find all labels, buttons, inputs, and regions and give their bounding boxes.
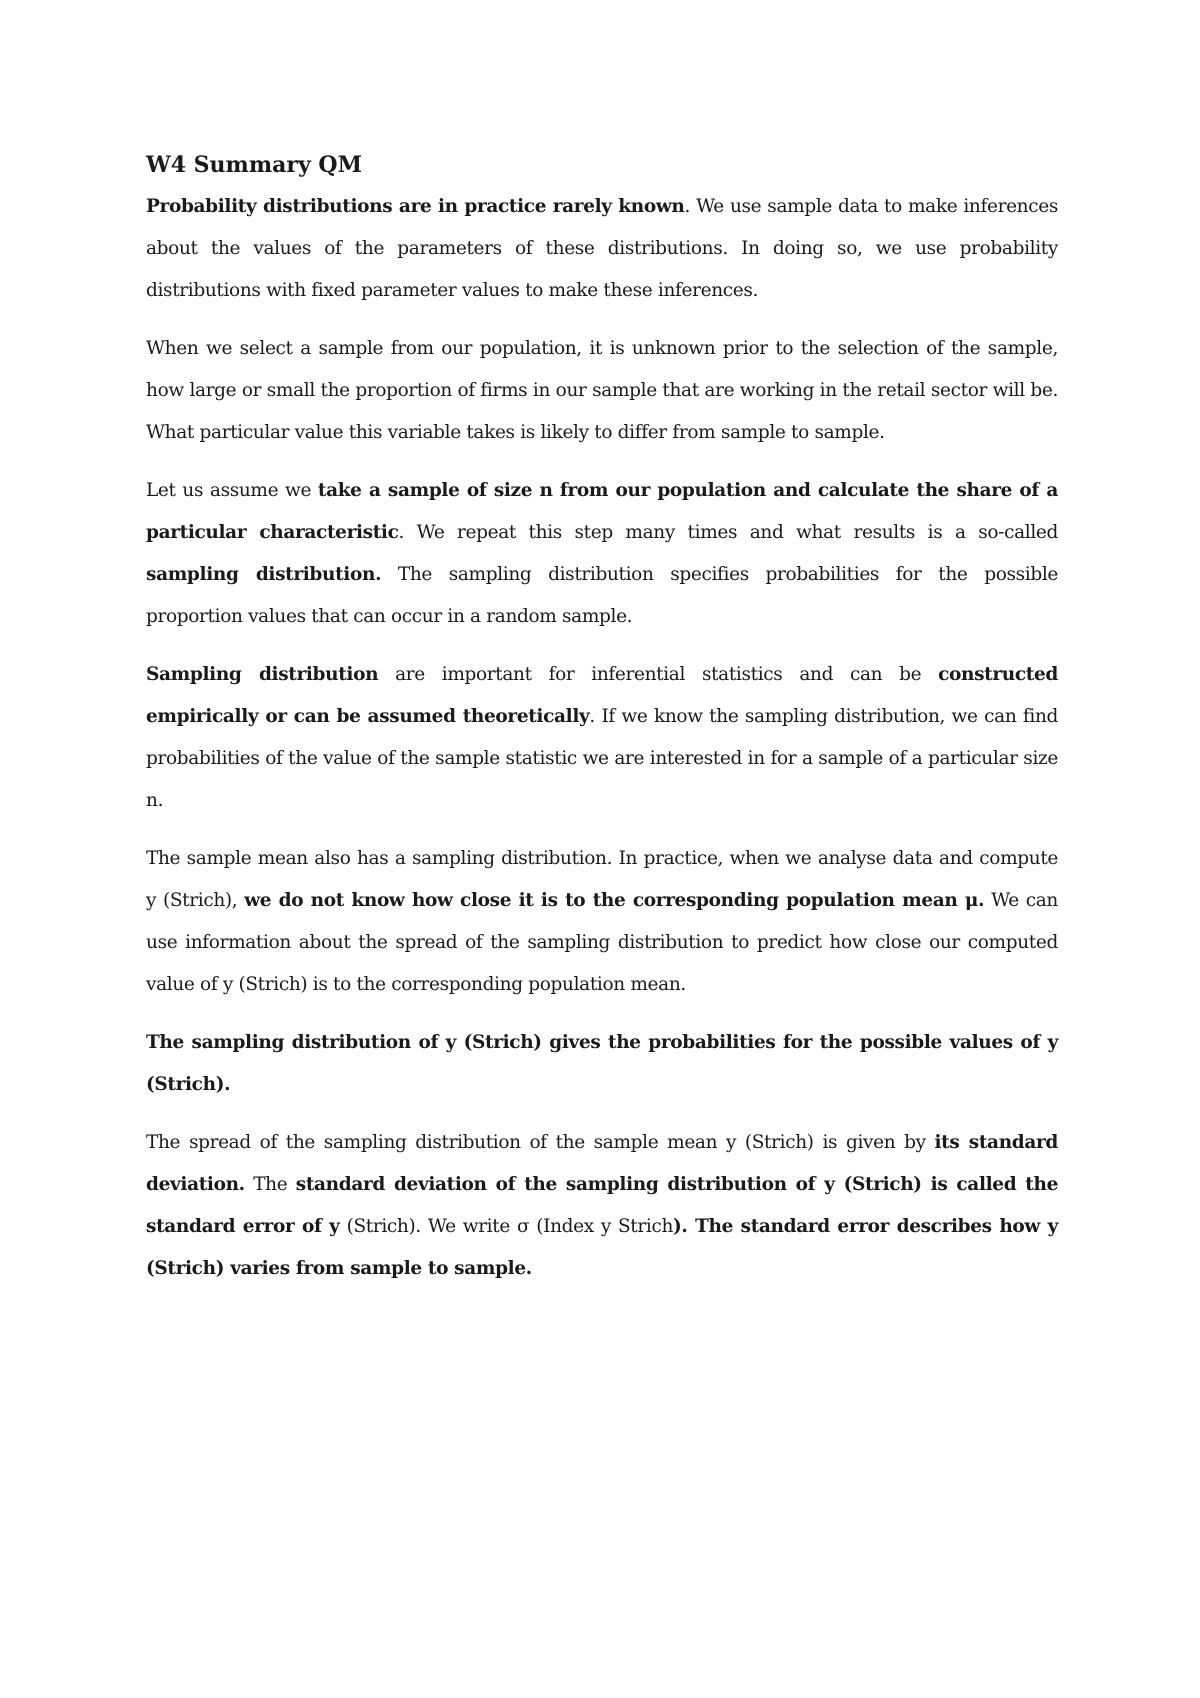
- bold-text-run: standard deviation of the sampling distribution of y (Strich) is called the standard error of y: [146, 1174, 1058, 1237]
- paragraph-5: [146, 838, 1058, 1006]
- bold-text-run: we do not know how close it is to the corresponding population mean μ.: [244, 890, 985, 911]
- paragraph-4: [146, 654, 1058, 822]
- text-run: The: [244, 1174, 296, 1195]
- text-run: The spread of the sampling distribution of the sample mean y (Strich) is given by: [146, 1132, 935, 1153]
- document-title: W4 Summary QM: [146, 152, 362, 178]
- paragraph-7: [146, 1122, 1058, 1290]
- text-run: . We repeat this step many times and what results is a so-called: [398, 522, 1058, 543]
- document-body: [146, 186, 1058, 1290]
- text-run: . If we know the sampling distribution, we can find probabilities of the value of the sample statistic we are interested in for a sample of a particular size n.: [146, 706, 1058, 811]
- text-run: We can use information about the spread of the sampling distribution to predict how close our computed value of y (Strich) is to the corresponding population mean.: [146, 890, 1058, 995]
- bold-text-run: take a sample of size n from our population and calculate the share of a particular characteristic: [146, 480, 1058, 543]
- bold-text-run: Sampling distribution: [146, 664, 379, 685]
- bold-text-run: constructed empirically or can be assumed theoretically: [146, 664, 1058, 727]
- text-run: The sampling distribution specifies probabilities for the possible proportion values that can occur in a random sample.: [146, 564, 1058, 627]
- document-content: [146, 148, 1058, 1306]
- text-run: (Strich). We write σ (Index y Strich: [339, 1216, 674, 1237]
- bold-text-run: sampling distribution.: [146, 564, 382, 585]
- bold-text-run: The sampling distribution of y (Strich) gives the probabilities for the possible values of y (Strich).: [146, 1032, 1058, 1095]
- paragraph-3: [146, 470, 1058, 638]
- text-run: When we select a sample from our population, it is unknown prior to the selection of the sample, how large or small the proportion of firms in our sample that are working in the retail sector will be. What particular value this variable takes is likely to differ from sample to sample.: [146, 338, 1058, 443]
- paragraph-6: [146, 1022, 1058, 1106]
- text-run: Let us assume we: [146, 480, 318, 501]
- paragraph-1: [146, 186, 1058, 312]
- bold-text-run: its standard deviation.: [146, 1132, 1059, 1195]
- text-run: . We use sample data to make inferences about the values of the parameters of these distributions. In doing so, we use probability distributions with fixed parameter values to make these inferences.: [146, 196, 1058, 301]
- text-run: The sample mean also has a sampling distribution. In practice, when we analyse data and compute y (Strich),: [146, 848, 1058, 911]
- text-run: are important for inferential statistics and can be: [378, 664, 939, 685]
- bold-text-run: Probability distributions are in practice rarely known: [146, 196, 685, 217]
- paragraph-2: [146, 328, 1058, 454]
- bold-text-run: ). The standard error describes how y (Strich) varies from sample to sample.: [146, 1216, 1058, 1279]
